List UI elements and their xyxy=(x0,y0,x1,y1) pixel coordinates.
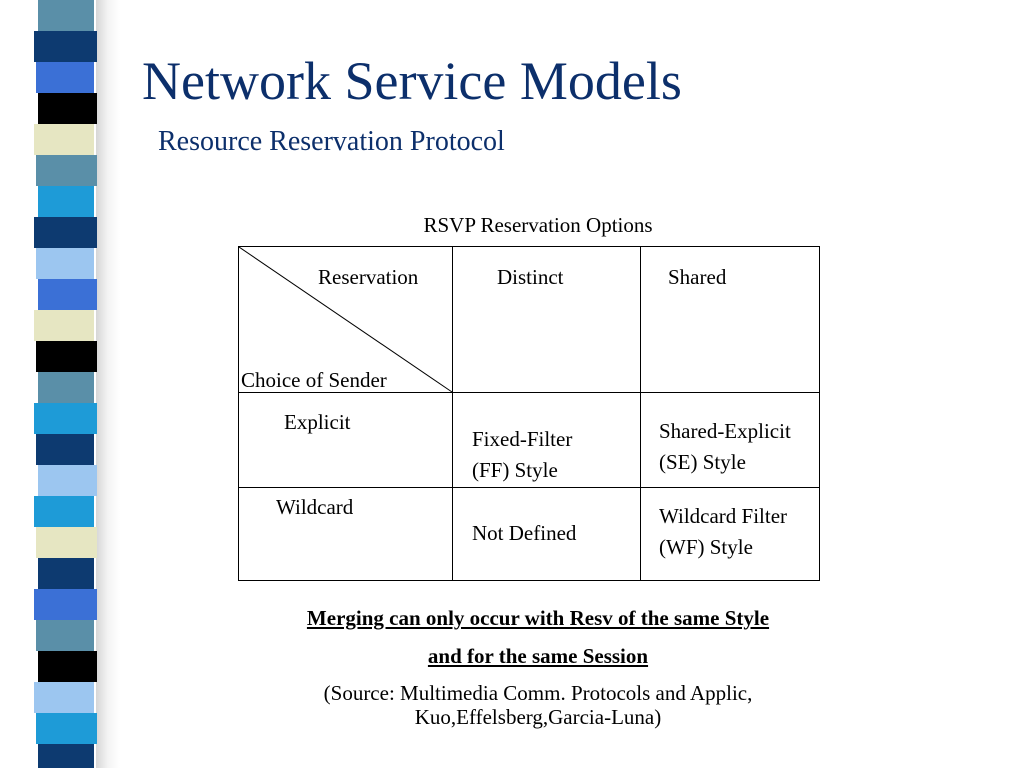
stripe-segment xyxy=(34,682,94,713)
cell-line: (FF) Style xyxy=(472,458,558,482)
stripe-segment xyxy=(38,186,94,217)
column-header-shared: Shared xyxy=(668,265,727,289)
column-divider xyxy=(640,247,641,580)
row-header-wildcard: Wildcard xyxy=(276,495,354,519)
stripe-segment xyxy=(36,434,94,465)
stripe-segment xyxy=(34,31,97,62)
stripe-segment xyxy=(36,527,97,558)
stripe-segment xyxy=(34,589,97,620)
stripe-segment xyxy=(38,744,94,768)
slide-subtitle: Resource Reservation Protocol xyxy=(158,126,505,157)
stripe-segment xyxy=(38,651,97,682)
corner-header-reservation: Reservation xyxy=(318,265,419,289)
stripe-segment xyxy=(36,248,94,279)
cell-line: (WF) Style xyxy=(659,535,753,559)
cell-line: (SE) Style xyxy=(659,450,746,474)
stripe-segment xyxy=(36,62,94,93)
source-citation xyxy=(238,681,838,729)
rsvp-options-table xyxy=(238,246,820,581)
stripe-segment xyxy=(34,124,94,155)
cell-fixed-filter xyxy=(472,424,572,486)
column-divider xyxy=(452,247,453,580)
stripe-segment xyxy=(38,372,94,403)
stripe-shadow xyxy=(96,0,120,768)
stripe-segment xyxy=(36,341,97,372)
stripe-segment xyxy=(34,217,97,248)
corner-header-choice-of-sender: Choice of Sender xyxy=(241,368,387,392)
source-line: (Source: Multimedia Comm. Protocols and Applic, xyxy=(323,681,753,705)
cell-wildcard-filter xyxy=(659,501,787,563)
stripe-segment xyxy=(38,558,94,589)
stripe-segment xyxy=(34,496,94,527)
decorative-stripe xyxy=(0,0,120,768)
stripe-segment xyxy=(36,155,97,186)
cell-line: Wildcard Filter xyxy=(659,504,788,528)
row-divider xyxy=(239,487,819,488)
column-header-distinct: Distinct xyxy=(497,265,564,289)
stripe-segment xyxy=(38,465,97,496)
merging-note-line-2: and for the same Session xyxy=(427,644,649,668)
stripe-segment xyxy=(36,713,97,744)
cell-shared-explicit xyxy=(659,416,791,478)
stripe-segment xyxy=(36,620,94,651)
cell-not-defined: Not Defined xyxy=(472,521,577,545)
table-caption: RSVP Reservation Options xyxy=(423,213,653,237)
cell-line: Fixed-Filter xyxy=(472,427,573,451)
stripe-segment xyxy=(38,93,97,124)
stripe-segment xyxy=(34,403,97,434)
source-line: Kuo,Effelsberg,Garcia-Luna) xyxy=(414,705,662,729)
slide-title: Network Service Models xyxy=(142,51,682,111)
stripe-segment xyxy=(38,279,97,310)
stripe-segment xyxy=(34,310,94,341)
merging-note-line-1: Merging can only occur with Resv of the same Style xyxy=(306,606,770,630)
stripe-segment xyxy=(38,0,94,31)
row-header-explicit: Explicit xyxy=(284,410,351,434)
cell-line: Shared-Explicit xyxy=(659,419,791,443)
